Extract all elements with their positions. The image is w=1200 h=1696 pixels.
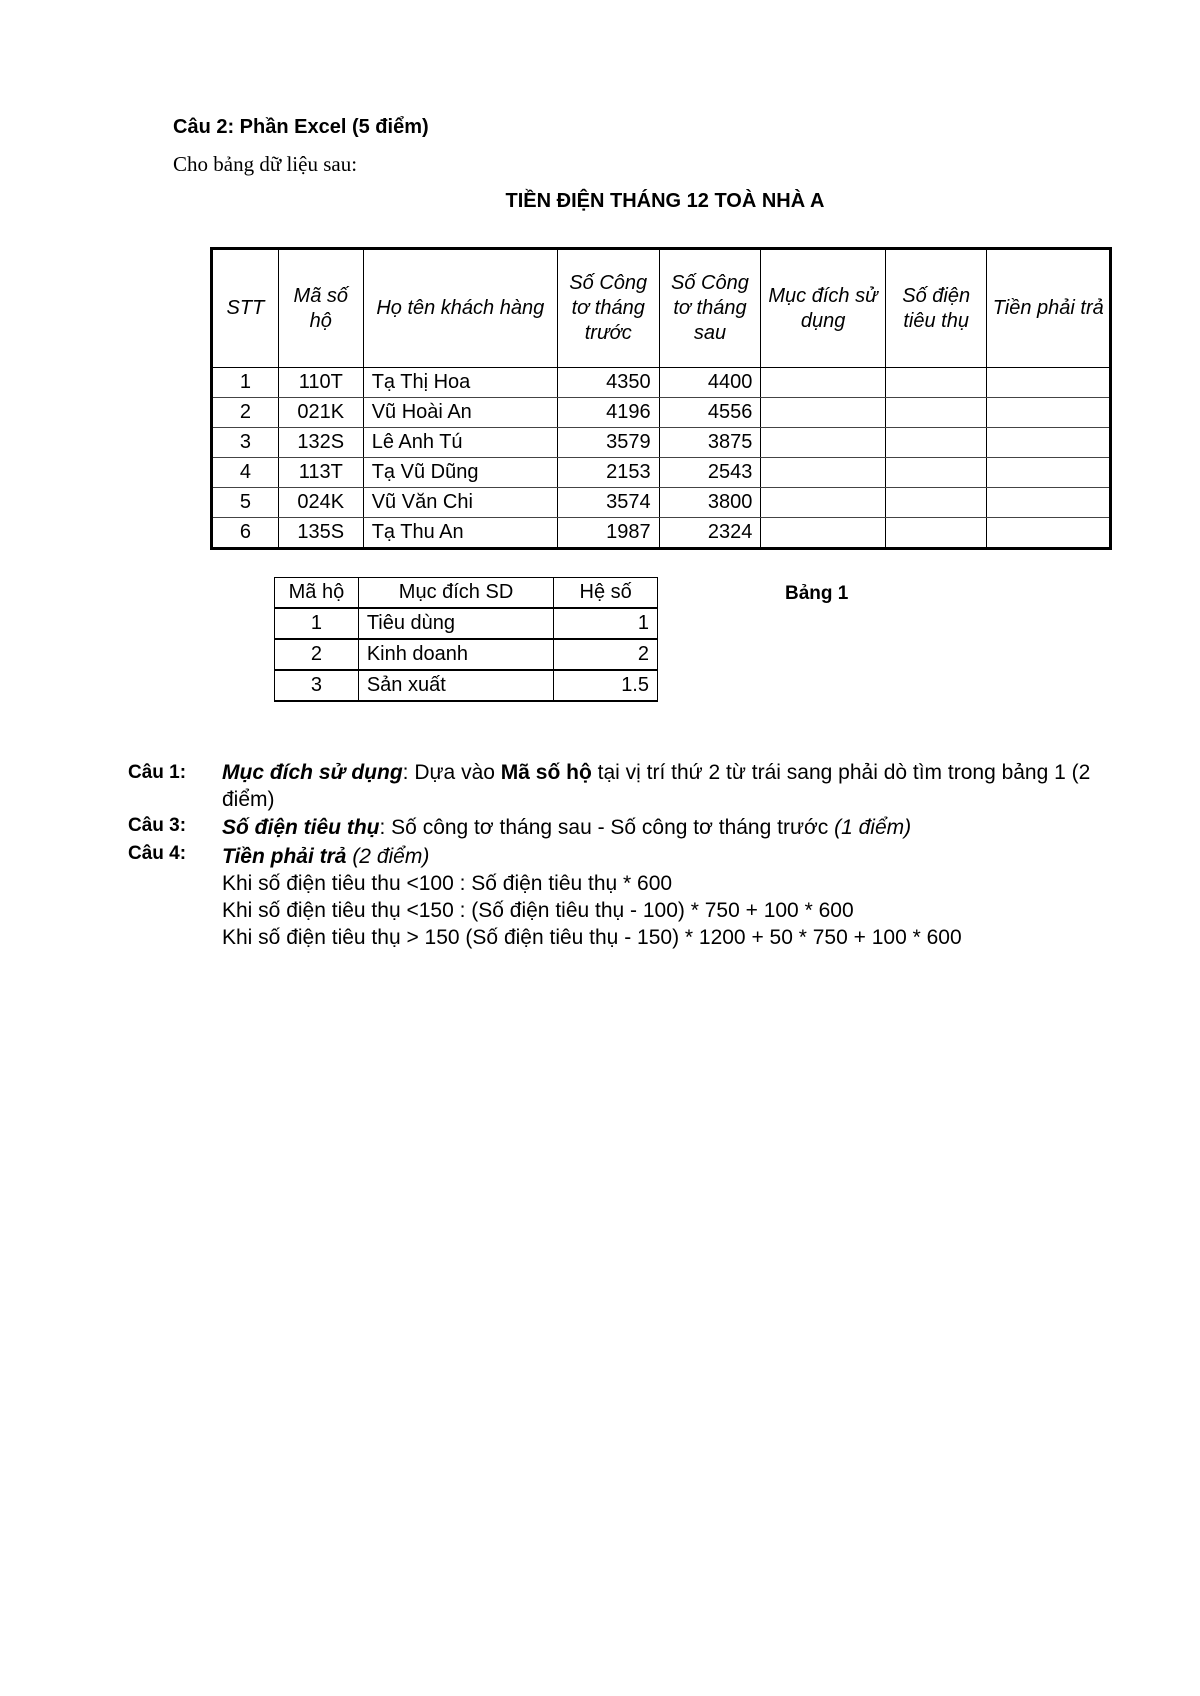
cell-meter-previous: 3574 (557, 488, 659, 518)
cell-customer-name: Tạ Vũ Dũng (363, 458, 557, 488)
table-row (212, 428, 1111, 458)
cell-amount-due (987, 428, 1111, 458)
cell-stt: 3 (212, 428, 279, 458)
cell-meter-previous: 3579 (557, 428, 659, 458)
cell-meter-next: 2543 (659, 458, 761, 488)
lookup-header-cell: Hệ số (554, 578, 658, 609)
cell-household-code: 113T (278, 458, 363, 488)
lookup-purpose: Sản xuất (358, 670, 553, 701)
lookup-header-cell: Mục đích SD (358, 578, 553, 609)
cell-meter-previous: 4196 (557, 398, 659, 428)
cell-usage-purpose (761, 458, 886, 488)
question-3-points: (1 điểm) (834, 816, 912, 839)
question-3-text (222, 814, 1102, 841)
cell-customer-name: Tạ Thị Hoa (363, 368, 557, 398)
lookup-purpose: Kinh doanh (358, 639, 553, 670)
header-cell: Số điện tiêu thụ (885, 249, 987, 368)
cell-consumption (885, 428, 987, 458)
section-heading: Câu 2: Phần Excel (5 điểm) (173, 116, 429, 138)
question-1-body-cont: tại vị trí thứ 2 từ trái sang phải dò tìm trong bảng 1 (2 điểm) (222, 761, 1091, 811)
cell-meter-previous: 1987 (557, 518, 659, 549)
header-cell: Mã số hộ (278, 249, 363, 368)
cell-amount-due (987, 398, 1111, 428)
lookup-header-cell: Mã hộ (275, 578, 359, 609)
header-cell: Tiền phải trả (987, 249, 1111, 368)
lookup-coefficient: 1 (554, 608, 658, 639)
question-4-label: Câu 4: (128, 843, 187, 864)
question-1-body: : Dựa vào (402, 761, 501, 784)
cell-consumption (885, 488, 987, 518)
question-3-body: : Số công tơ tháng sau - Số công tơ tháng trước (379, 816, 835, 839)
table-row (212, 488, 1111, 518)
cell-meter-previous: 2153 (557, 458, 659, 488)
cell-amount-due (987, 458, 1111, 488)
question-4-rule-line: Khi số điện tiêu thụ <150 : (Số điện tiêu thụ - 100) * 750 + 100 * 600 (222, 899, 854, 922)
lookup-table-label: Bảng 1 (785, 583, 849, 604)
question-3-label: Câu 3: (128, 815, 187, 836)
header-cell: Số Công tơ tháng trước (557, 249, 659, 368)
cell-stt: 6 (212, 518, 279, 549)
cell-amount-due (987, 488, 1111, 518)
cell-meter-next: 3800 (659, 488, 761, 518)
table-header-row (212, 249, 1111, 368)
table-row (212, 398, 1111, 428)
header-cell: Số Công tơ tháng sau (659, 249, 761, 368)
cell-consumption (885, 368, 987, 398)
lookup-code: 2 (275, 639, 359, 670)
cell-household-code: 110T (278, 368, 363, 398)
cell-consumption (885, 518, 987, 549)
lookup-row (275, 639, 658, 670)
cell-usage-purpose (761, 518, 886, 549)
question-1-label: Câu 1: (128, 762, 187, 783)
cell-customer-name: Lê Anh Tú (363, 428, 557, 458)
cell-stt: 4 (212, 458, 279, 488)
table-title: TIỀN ĐIỆN THÁNG 12 TOÀ NHÀ A (505, 190, 825, 212)
electricity-table (210, 247, 1112, 550)
table-row (212, 518, 1111, 549)
table-row (212, 458, 1111, 488)
cell-customer-name: Vũ Hoài An (363, 398, 557, 428)
question-4-title: Tiền phải trả (222, 845, 347, 868)
cell-meter-previous: 4350 (557, 368, 659, 398)
lookup-code: 1 (275, 608, 359, 639)
cell-consumption (885, 458, 987, 488)
question-4-text (222, 843, 1102, 951)
cell-household-code: 132S (278, 428, 363, 458)
cell-household-code: 135S (278, 518, 363, 549)
lookup-coefficient: 1.5 (554, 670, 658, 701)
intro-text: Cho bảng dữ liệu sau: (173, 152, 358, 176)
header-cell: Mục đích sử dụng (761, 249, 886, 368)
lookup-header-row (275, 578, 658, 609)
cell-amount-due (987, 518, 1111, 549)
lookup-code: 3 (275, 670, 359, 701)
cell-usage-purpose (761, 488, 886, 518)
question-1-text (222, 759, 1102, 813)
cell-amount-due (987, 368, 1111, 398)
header-cell: STT (212, 249, 279, 368)
cell-consumption (885, 398, 987, 428)
cell-customer-name: Tạ Thu An (363, 518, 557, 549)
cell-household-code: 021K (278, 398, 363, 428)
table-row (212, 368, 1111, 398)
cell-household-code: 024K (278, 488, 363, 518)
question-4-rule-line: Khi số điện tiêu thu <100 : Số điện tiêu thụ * 600 (222, 872, 673, 895)
question-1-title: Mục đích sử dụng (222, 761, 403, 784)
cell-stt: 1 (212, 368, 279, 398)
lookup-purpose: Tiêu dùng (358, 608, 553, 639)
header-cell: Họ tên khách hàng (363, 249, 557, 368)
cell-usage-purpose (761, 428, 886, 458)
cell-usage-purpose (761, 368, 886, 398)
cell-meter-next: 3875 (659, 428, 761, 458)
question-1-keyword: Mã số hộ (500, 761, 592, 784)
question-3-title: Số điện tiêu thụ (222, 816, 380, 839)
cell-stt: 5 (212, 488, 279, 518)
cell-customer-name: Vũ Văn Chi (363, 488, 557, 518)
cell-stt: 2 (212, 398, 279, 428)
lookup-row (275, 670, 658, 701)
lookup-row (275, 608, 658, 639)
cell-usage-purpose (761, 398, 886, 428)
cell-meter-next: 4556 (659, 398, 761, 428)
lookup-coefficient: 2 (554, 639, 658, 670)
question-4-rule-line: Khi số điện tiêu thụ > 150 (Số điện tiêu thụ - 150) * 1200 + 50 * 750 + 100 * 600 (222, 926, 962, 949)
question-4-points: (2 điểm) (346, 845, 430, 868)
cell-meter-next: 4400 (659, 368, 761, 398)
cell-meter-next: 2324 (659, 518, 761, 549)
lookup-table (274, 577, 658, 702)
